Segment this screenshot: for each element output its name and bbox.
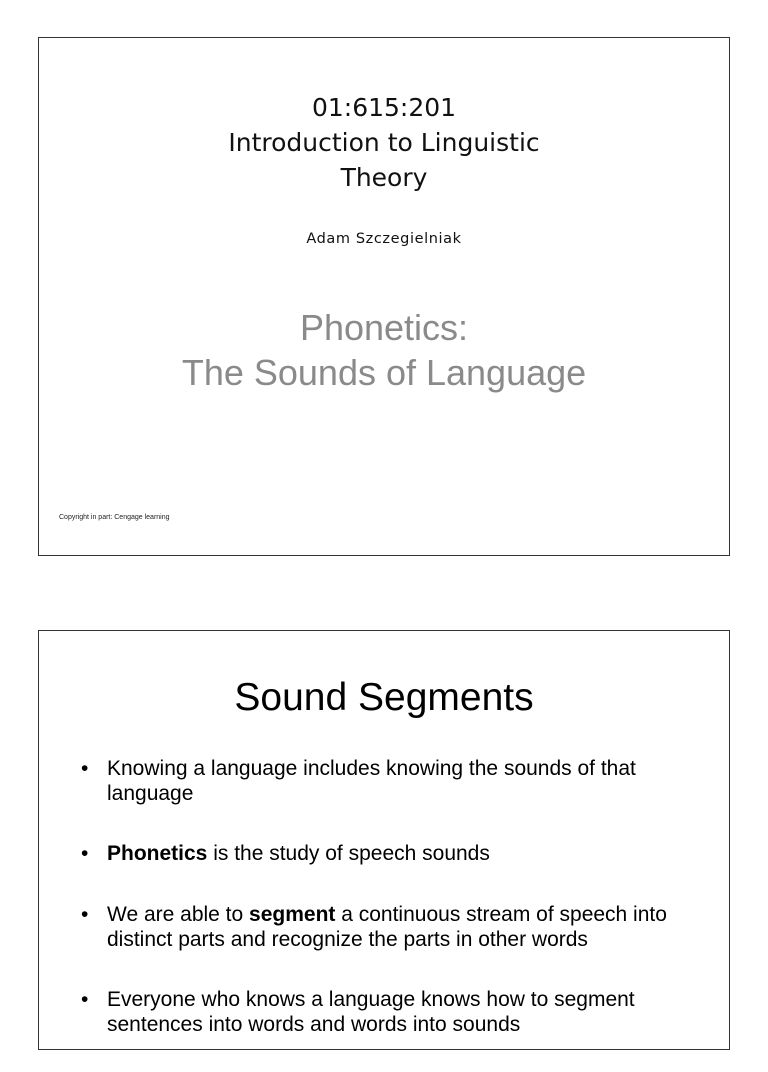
bullet-item xyxy=(81,902,701,952)
course-heading xyxy=(39,90,729,195)
slide-title: Sound Segments xyxy=(234,676,534,719)
course-code: 01:615:201 xyxy=(311,93,457,122)
lecture-topic xyxy=(39,305,729,395)
bullet-text: Everyone who knows a language knows how to segment sentences into words and words into sounds xyxy=(107,988,635,1036)
bullet-item xyxy=(81,841,701,866)
content-slide xyxy=(38,630,730,1050)
topic-line-2: The Sounds of Language xyxy=(181,352,587,393)
bullet-item xyxy=(81,987,701,1037)
bullet-text: Knowing a language includes knowing the sounds of that language xyxy=(107,757,636,805)
copyright-note: Copyright in part: Cengage learning xyxy=(59,514,170,521)
title-slide xyxy=(38,37,730,556)
course-title-line-1: Introduction to Linguistic xyxy=(228,128,540,157)
topic-line-1: Phonetics: xyxy=(299,307,469,348)
course-title-line-2: Theory xyxy=(340,163,428,192)
bullet-list xyxy=(81,756,701,1072)
bullet-emphasis: segment xyxy=(249,903,336,926)
bullet-item xyxy=(81,756,701,806)
author-name: Adam Szczegielniak xyxy=(306,231,462,247)
bullet-emphasis: Phonetics xyxy=(107,842,208,865)
bullet-text: is the study of speech sounds xyxy=(207,842,490,865)
bullet-text: We are able to xyxy=(107,903,250,926)
bullet-text: a continuous stream of speech into distinct parts and recognize the parts in other words xyxy=(107,903,667,951)
